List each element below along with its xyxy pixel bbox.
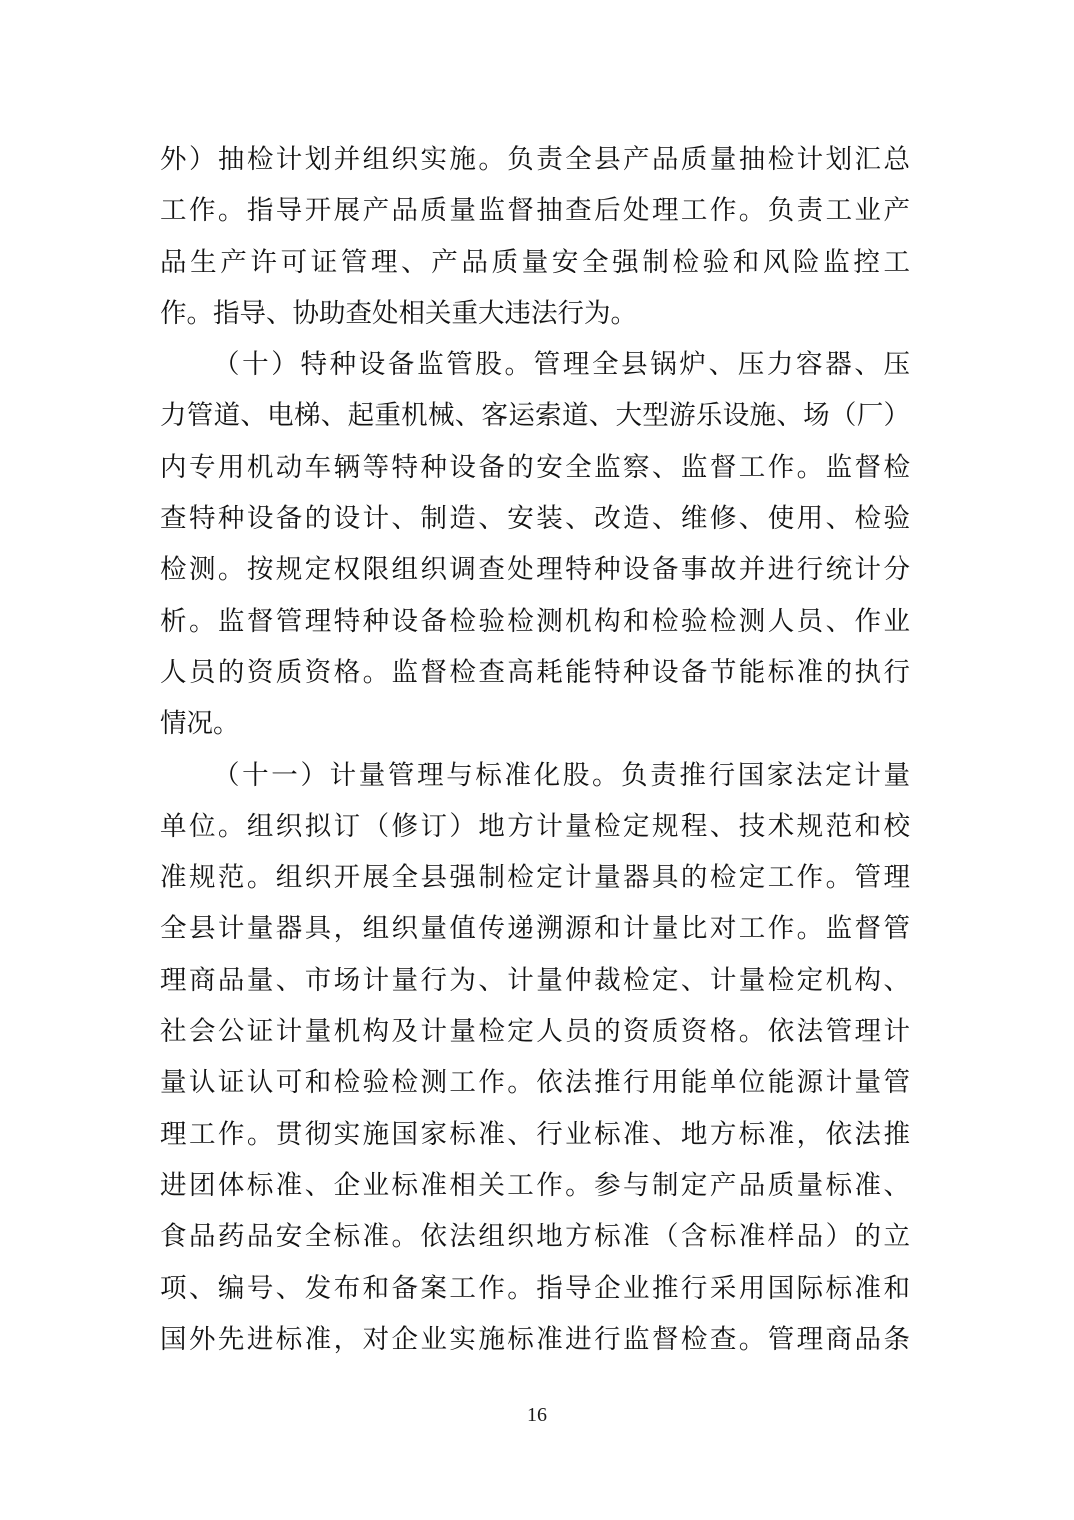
text-line: 项、编号、发布和备案工作。指导企业推行采用国际标准和 — [160, 1272, 910, 1303]
text-line: 情况。 — [160, 708, 240, 739]
paragraph — [160, 134, 910, 339]
text-line: 工作。指导开展产品质量监督抽查后处理工作。负责工业产 — [160, 195, 910, 226]
page-footer — [0, 1404, 1074, 1427]
text-line: 作。指导、协助查处相关重大违法行为。 — [160, 297, 637, 328]
text-line: 人员的资质资格。监督检查高耗能特种设备节能标准的执行 — [160, 656, 910, 687]
text-line: 准规范。组织开展全县强制检定计量器具的检定工作。管理 — [160, 862, 910, 893]
paragraph — [160, 339, 910, 749]
text-line: 内专用机动车辆等特种设备的安全监察、监督工作。监督检 — [160, 451, 910, 482]
text-line: 查特种设备的设计、制造、安装、改造、维修、使用、检验 — [160, 503, 910, 534]
text-line: 外）抽检计划并组织实施。负责全县产品质量抽检计划汇总 — [160, 144, 910, 174]
text-line: 理商品量、市场计量行为、计量仲裁检定、计量检定机构、 — [160, 964, 910, 995]
text-line: 食品药品安全标准。依法组织地方标准（含标准样品）的立 — [160, 1221, 910, 1252]
text-line: 理工作。贯彻实施国家标准、行业标准、地方标准，依法推 — [160, 1118, 910, 1149]
text-line: 品生产许可证管理、产品质量安全强制检验和风险监控工 — [160, 246, 910, 277]
text-line: 检测。按规定权限组织调查处理特种设备事故并进行统计分 — [160, 554, 910, 585]
text-line: 量认证认可和检验检测工作。依法推行用能单位能源计量管 — [160, 1067, 910, 1098]
text-line: 力管道、电梯、起重机械、客运索道、大型游乐设施、场（厂） — [160, 400, 910, 431]
paragraph — [160, 750, 910, 1366]
page-number: 16 — [527, 1404, 547, 1426]
document-body — [160, 134, 910, 1365]
text-line: 析。监督管理特种设备检验检测机构和检验检测人员、作业 — [160, 605, 910, 636]
text-line: 单位。组织拟订（修订）地方计量检定规程、技术规范和校 — [160, 810, 910, 841]
text-line: 全县计量器具，组织量值传递溯源和计量比对工作。监督管 — [160, 913, 910, 944]
text-line: 进团体标准、企业标准相关工作。参与制定产品质量标准、 — [160, 1169, 910, 1200]
text-line: 国外先进标准，对企业实施标准进行监督检查。管理商品条 — [160, 1323, 910, 1354]
text-line: （十）特种设备监管股。管理全县锅炉、压力容器、压 — [213, 349, 910, 380]
text-line: （十一）计量管理与标准化股。负责推行国家法定计量 — [213, 759, 910, 790]
text-line: 社会公证计量机构及计量检定人员的资质资格。依法管理计 — [160, 1016, 910, 1047]
